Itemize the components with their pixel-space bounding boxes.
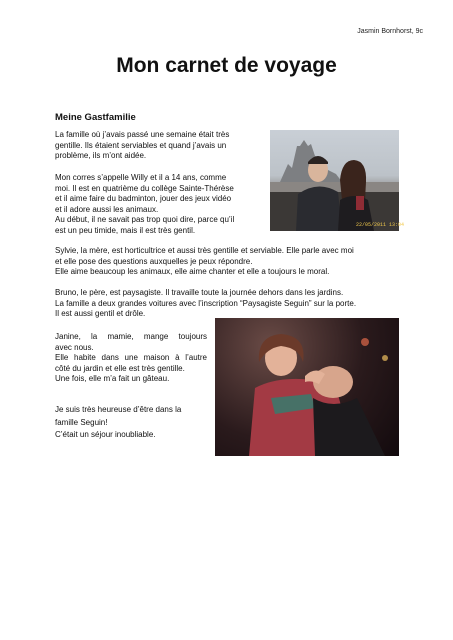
text-line: Elle habite dans une maison à l’autre — [55, 353, 207, 363]
page-title: Mon carnet de voyage — [116, 54, 337, 77]
photo-willy-and-jasmin — [270, 130, 405, 231]
girl-scarf — [356, 196, 364, 210]
text-line: moi. Il est en quatrième du collège Sainte-Thérèse — [55, 183, 234, 193]
text-line: et il adore aussi les animaux. — [55, 204, 159, 214]
text-line: Au début, il ne savait pas trop quoi dire, parce qu’il — [55, 215, 235, 225]
text-line: et il aime faire du badminton, jouer des jeux vidéo — [55, 194, 232, 204]
text-line: Une fois, elle m’a fait un gâteau. — [55, 374, 170, 384]
text-line: Je suis très heureuse d’être dans la — [55, 405, 182, 414]
text-line: Sylvie, la mère, est horticultrice et aussi très gentille et serviable. Elle parle avec moi — [55, 246, 354, 255]
text-line: Elle aime beaucoup les animaux, elle aime chanter et elle a toujours le moral. — [55, 267, 330, 277]
photo-party-hug-drawing — [215, 318, 399, 456]
photo-timestamp: 22/05/2011 13:04 — [356, 222, 405, 228]
text-line: Bruno, le père, est paysagiste. Il travaille toute la journée dehors dans les jardins. — [55, 288, 344, 297]
text-line: est un peu timide, mais il est très gentil. — [55, 225, 196, 235]
paragraph-family-intro — [55, 130, 262, 162]
paragraph-sylvie — [55, 246, 400, 278]
photo-willy-and-jasmin-drawing — [270, 130, 405, 231]
man-shirt — [313, 398, 385, 456]
light-orange — [361, 338, 369, 346]
girl-hair — [340, 160, 366, 200]
text-line: avec nous. — [55, 342, 94, 352]
text-line: C’était un séjour inoubliable. — [55, 430, 156, 439]
text-line: côté du jardin et elle est très gentille. — [55, 363, 185, 373]
text-line: La famille a deux grandes voitures avec l’inscription “Paysagiste Seguin” sur la porte. — [55, 298, 357, 308]
header-author: Jasmin Bornhorst, 9c — [357, 28, 423, 35]
text-line: Mon corres s’appelle Willy et il a 14 ans, comme — [55, 173, 227, 182]
paragraph-janine — [55, 332, 207, 385]
paragraph-closing — [55, 404, 207, 442]
section-heading: Meine Gastfamilie — [55, 112, 136, 123]
text-line: La famille où j’avais passé une semaine était très — [55, 130, 230, 139]
paragraph-willy — [55, 173, 262, 237]
photo-party-hug — [215, 318, 399, 456]
boy-jacket — [296, 186, 342, 231]
text-line: problème, ils m’ont aidée. — [55, 151, 147, 161]
text-line: Il est aussi gentil et drôle. — [55, 309, 146, 319]
light-yellow — [382, 355, 388, 361]
text-line: et elle pose des questions auxquelles je peux répondre. — [55, 256, 253, 266]
paragraph-bruno — [55, 288, 400, 320]
text-line: famille Seguin! — [55, 417, 108, 427]
text-line: Janine, la mamie, mange toujours — [55, 332, 207, 341]
text-line: gentille. Ils étaient serviables et quand j’avais un — [55, 140, 227, 150]
